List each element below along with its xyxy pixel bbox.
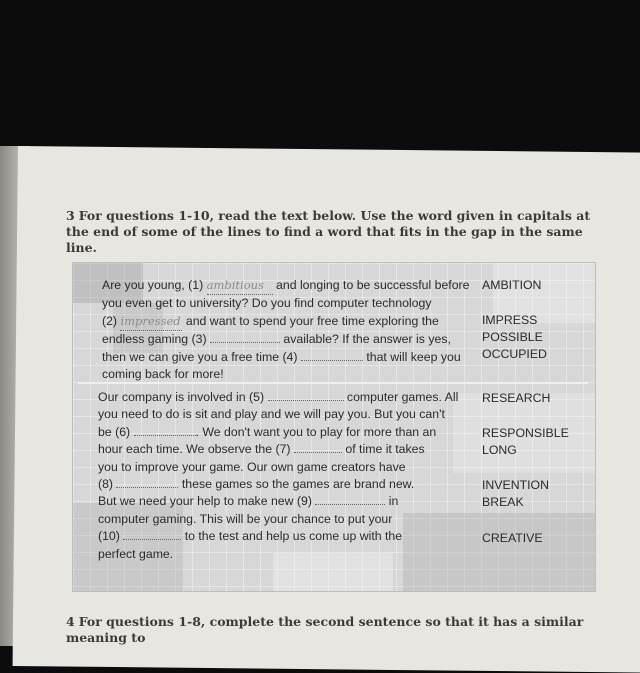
p2-line-1: Our company is involved in (5) computer games. All (98, 390, 459, 404)
keyword-1: AMBITION (482, 278, 542, 292)
p1-line-1: Are you young, (1) ambitious and longing to be successful before (102, 277, 480, 295)
gap-9[interactable] (315, 504, 385, 505)
gap-8[interactable] (116, 487, 178, 488)
question-4-number: 4 (66, 614, 75, 629)
p2-line-4: hour each time. We observe the (7) of time it takes (98, 442, 425, 457)
paragraph-2 (98, 389, 476, 563)
gap-3[interactable] (210, 342, 280, 343)
keyword-10: CREATIVE (482, 531, 543, 545)
p1-line-2: you even get to university? Do you find computer technology (102, 296, 432, 311)
gap-6[interactable] (134, 435, 196, 436)
keyword-6: RESPONSIBLE (482, 426, 569, 440)
question-4-text: For questions 1-8, complete the second sentence so that it has a similar meaning to (66, 614, 584, 645)
p2-line-8: computer gaming. This will be your chance to put your (98, 511, 393, 526)
question-3-text: For questions 1-10, read the text below. Use the word given in capitals at the end of some of the lines to find a word that fits in the gap in the same line. (66, 208, 591, 255)
gap-10[interactable] (123, 539, 181, 540)
p1-line-6: coming back for more! (102, 367, 224, 382)
keyword-9: BREAK (482, 495, 524, 509)
paragraph-1 (102, 277, 480, 383)
keyword-4: OCCUPIED (482, 347, 547, 361)
keyword-8: INVENTION (482, 478, 549, 492)
gap-7[interactable] (294, 452, 342, 453)
question-3-number: 3 (66, 208, 75, 223)
p2-line-10: perfect game. (98, 546, 174, 561)
keyword-3: POSSIBLE (482, 330, 543, 344)
p2-line-2: you need to do is sit and play and we will pay you. But you can't (98, 407, 445, 422)
question-3-instructions (66, 208, 606, 256)
p2-line-5: you to improve your game. Our own game creators have (98, 459, 406, 474)
keyword-5: RESEARCH (482, 391, 551, 405)
p2-line-3: be (6) . We don't want you to play for more than an (98, 424, 437, 439)
p1-line-4: endless gaming (3) available? If the answer is yes, (102, 332, 451, 347)
keyword-2: IMPRESS (482, 313, 538, 327)
p1-line-5: then we can give you a free time (4) that will keep you (102, 349, 461, 364)
gap-2-answer[interactable]: impressed (120, 313, 182, 331)
p1-line-3: (2) impressed and want to spend your free time exploring the (102, 313, 480, 331)
p2-line-7: But we need your help to make new (9) in (98, 494, 399, 509)
keyword-7: LONG (482, 443, 517, 457)
gap-5[interactable] (268, 400, 344, 401)
gap-4[interactable] (301, 360, 363, 361)
gap-1-answer[interactable]: ambitious (207, 277, 273, 295)
p2-line-6: (8) these games so the games are brand new. (98, 477, 415, 492)
question-4-instructions (66, 614, 606, 646)
p2-line-9: (10) to the test and help us come up with the (98, 529, 403, 544)
